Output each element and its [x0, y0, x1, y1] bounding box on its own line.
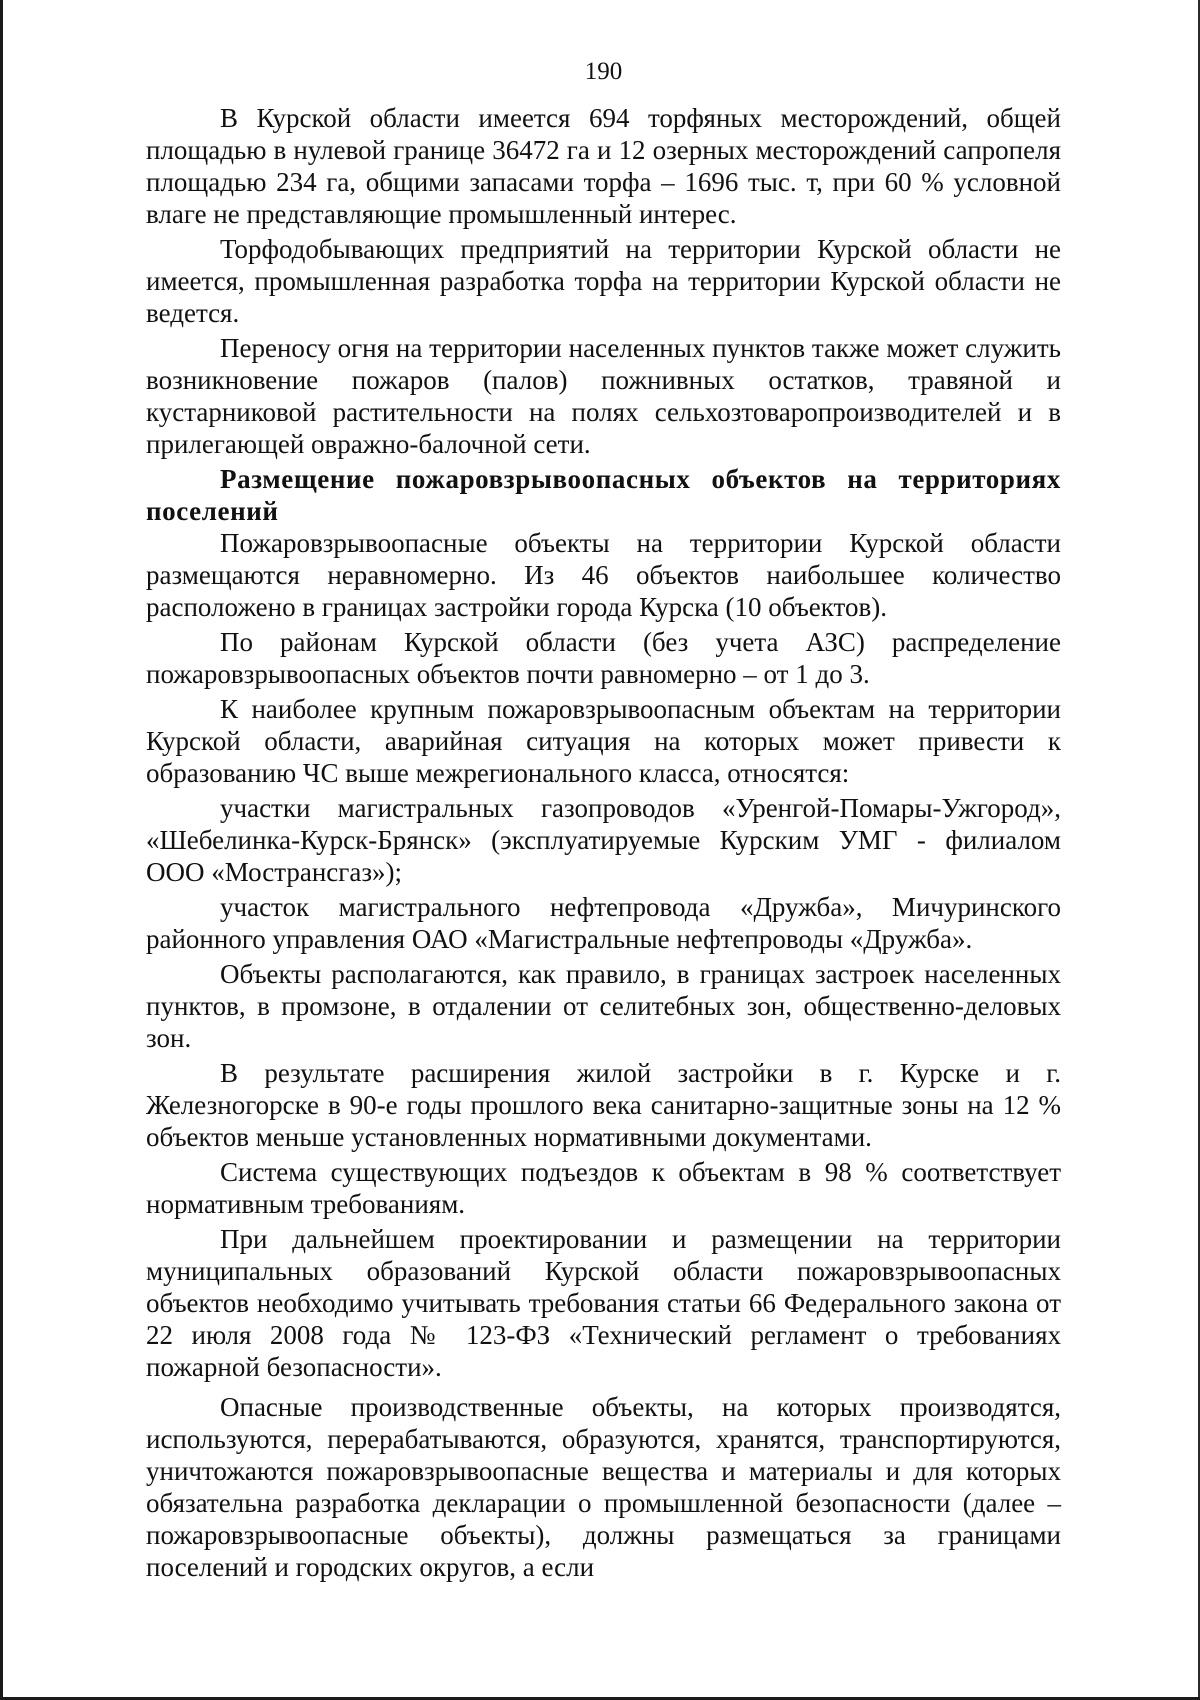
paragraph-design-requirements: При дальнейшем проектировании и размещении на территории муниципальных образований Курской области пожаровзрывоопасных объектов необходимо учитывать требования статьи 66 Федерального закона от 22 июля 2008 года № 123-ФЗ «Технический регламент о требованиях пожарной безопасности».	[146, 1224, 1061, 1382]
paragraph-object-location: Объекты располагаются, как правило, в границах застроек населенных пунктов, в промзоне, в отдалении от селитебных зон, общественно-деловых зон.	[146, 959, 1061, 1053]
scan-edge-left	[0, 0, 3, 1700]
paragraph-largest-objects: К наиболее крупным пожаровзрывоопасным объектам на территории Курской области, аварийная ситуация на которых может привести к образованию ЧС выше межрегионального класса, относятся:	[146, 694, 1061, 788]
paragraph-access-roads: Система существующих подъездов к объектам в 98 % соответствует нормативным требованиям.	[146, 1157, 1061, 1219]
page-number: 190	[584, 58, 623, 85]
paragraph-peat-mining: Торфодобывающих предприятий на территории Курской области не имеется, промышленная разработка торфа на территории Курской области не ведется.	[146, 234, 1061, 328]
document-page	[146, 56, 1061, 1583]
list-item-oil-pipeline: участок магистрального нефтепровода «Дружба», Мичуринского районного управления ОАО «Магистральные нефтепроводы «Дружба».	[146, 892, 1061, 954]
paragraph-peat-deposits: В Курской области имеется 694 торфяных месторождений, общей площадью в нулевой границе 36472 га и 12 озерных месторождений сапропеля площадью 234 га, общими запасами торфа – 1696 тыс. т, при 60 % условной влаге не представляющие промышленный интерес.	[146, 103, 1061, 229]
paragraph-fire-spread: Переносу огня на территории населенных пунктов также может служить возникновение пожаров (палов) пожнивных остатков, травяной и кустарниковой растительности на полях сельхозтоваропроизводителей и в прилегающей овражно-балочной сети.	[146, 333, 1061, 459]
paragraph-object-distribution: Пожаровзрывоопасные объекты на территории Курской области размещаются неравномерно. Из 46 объектов наибольшее количество расположено в границах застройки города Курска (10 объектов).	[146, 528, 1061, 622]
section-heading: Размещение пожаровзрывоопасных объектов на территориях поселений	[146, 464, 1061, 526]
paragraph-sanitary-zones: В результате расширения жилой застройки в г. Курске и г. Железногорске в 90-е годы прошлого века санитарно-защитные зоны на 12 % объектов меньше установленных нормативными документами.	[146, 1058, 1061, 1152]
paragraph-hazardous-facilities: Опасные производственные объекты, на которых производятся, используются, перерабатываются, образуются, хранятся, транспортируются, уничтожаются пожаровзрывоопасные вещества и материалы и для которых обязательна разработка декларации о промышленной безопасности (далее – пожаровзрывоопасные объекты), должны размещаться за границами поселений и городских округов, а если	[146, 1392, 1061, 1582]
list-item-gas-pipelines: участки магистральных газопроводов «Уренгой-Помары-Ужгород», «Шебелинка-Курск-Брянск» (эксплуатируемые Курским УМГ - филиалом ООО «Мострансгаз»);	[146, 793, 1061, 887]
paragraph-district-distribution: По районам Курской области (без учета АЗС) распределение пожаровзрывоопасных объектов почти равномерно – от 1 до 3.	[146, 627, 1061, 689]
